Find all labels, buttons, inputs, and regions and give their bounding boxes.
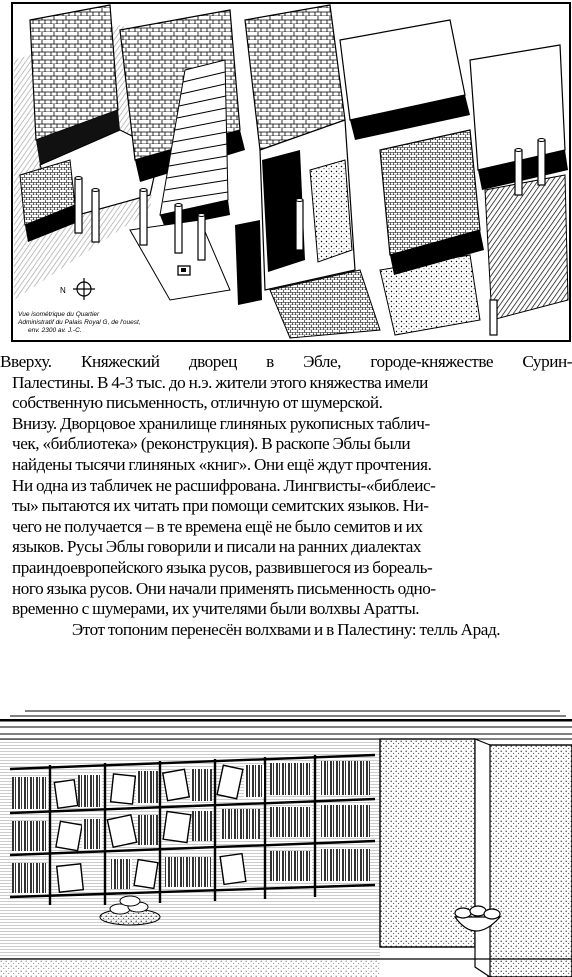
illustration-credit-line-3: env. 2300 av. J.-C. (28, 327, 82, 334)
illustration-credit-line-2: Administratif du Palais Royal G, de l'ouest, (18, 319, 141, 326)
caption-line: чек, «библиотека» (реконструкция). В раскопе Эблы были (12, 434, 411, 454)
caption-line: ты» пытаются их читать при помощи семитских языков. Ни- (12, 496, 429, 516)
caption-line: временно с шумерами, их учителями были волхвы Аратты. (12, 599, 420, 619)
caption-line: Этот топоним перенесён волхвами и в Палестину: телль Арад. (71, 619, 501, 639)
caption-line: собственную письменность, отличную от шумерской. (12, 393, 383, 413)
palace-ruins-illustration (0, 0, 572, 345)
caption-line: Вверху. Княжеский дворец в Эбле, городе-княжестве Сурин- (0, 352, 572, 371)
caption-line: Палестины. В 4-3 тыс. до н.э. жители этого княжества имели (12, 372, 428, 392)
caption-text (0, 352, 572, 702)
caption-line: чего не получается – в те времена ещё не было семитов и их (12, 516, 423, 536)
illustration-credit-line-1: Vue isométrique du Quartier (18, 311, 100, 318)
svg-text:N: N (60, 286, 66, 295)
caption-line: Внизу. Дворцовое хранилище глиняных рукописных таблич- (12, 413, 430, 433)
caption-line: ного языка русов. Они начали применять письменность одно- (12, 578, 436, 598)
caption-line: праиндоевропейского языка русов, развившегося из бореаль- (12, 557, 433, 577)
caption-line: Ни одна из табличек не расшифрована. Лингвисты-«библеис- (12, 475, 436, 495)
caption-line: языков. Русы Эблы говорили и писали на ранних диалектах (12, 537, 422, 557)
tablet-archive-illustration (0, 705, 572, 977)
caption-line: найдены тысячи глиняных «книг». Они ещё ждут прочтения. (12, 454, 432, 474)
